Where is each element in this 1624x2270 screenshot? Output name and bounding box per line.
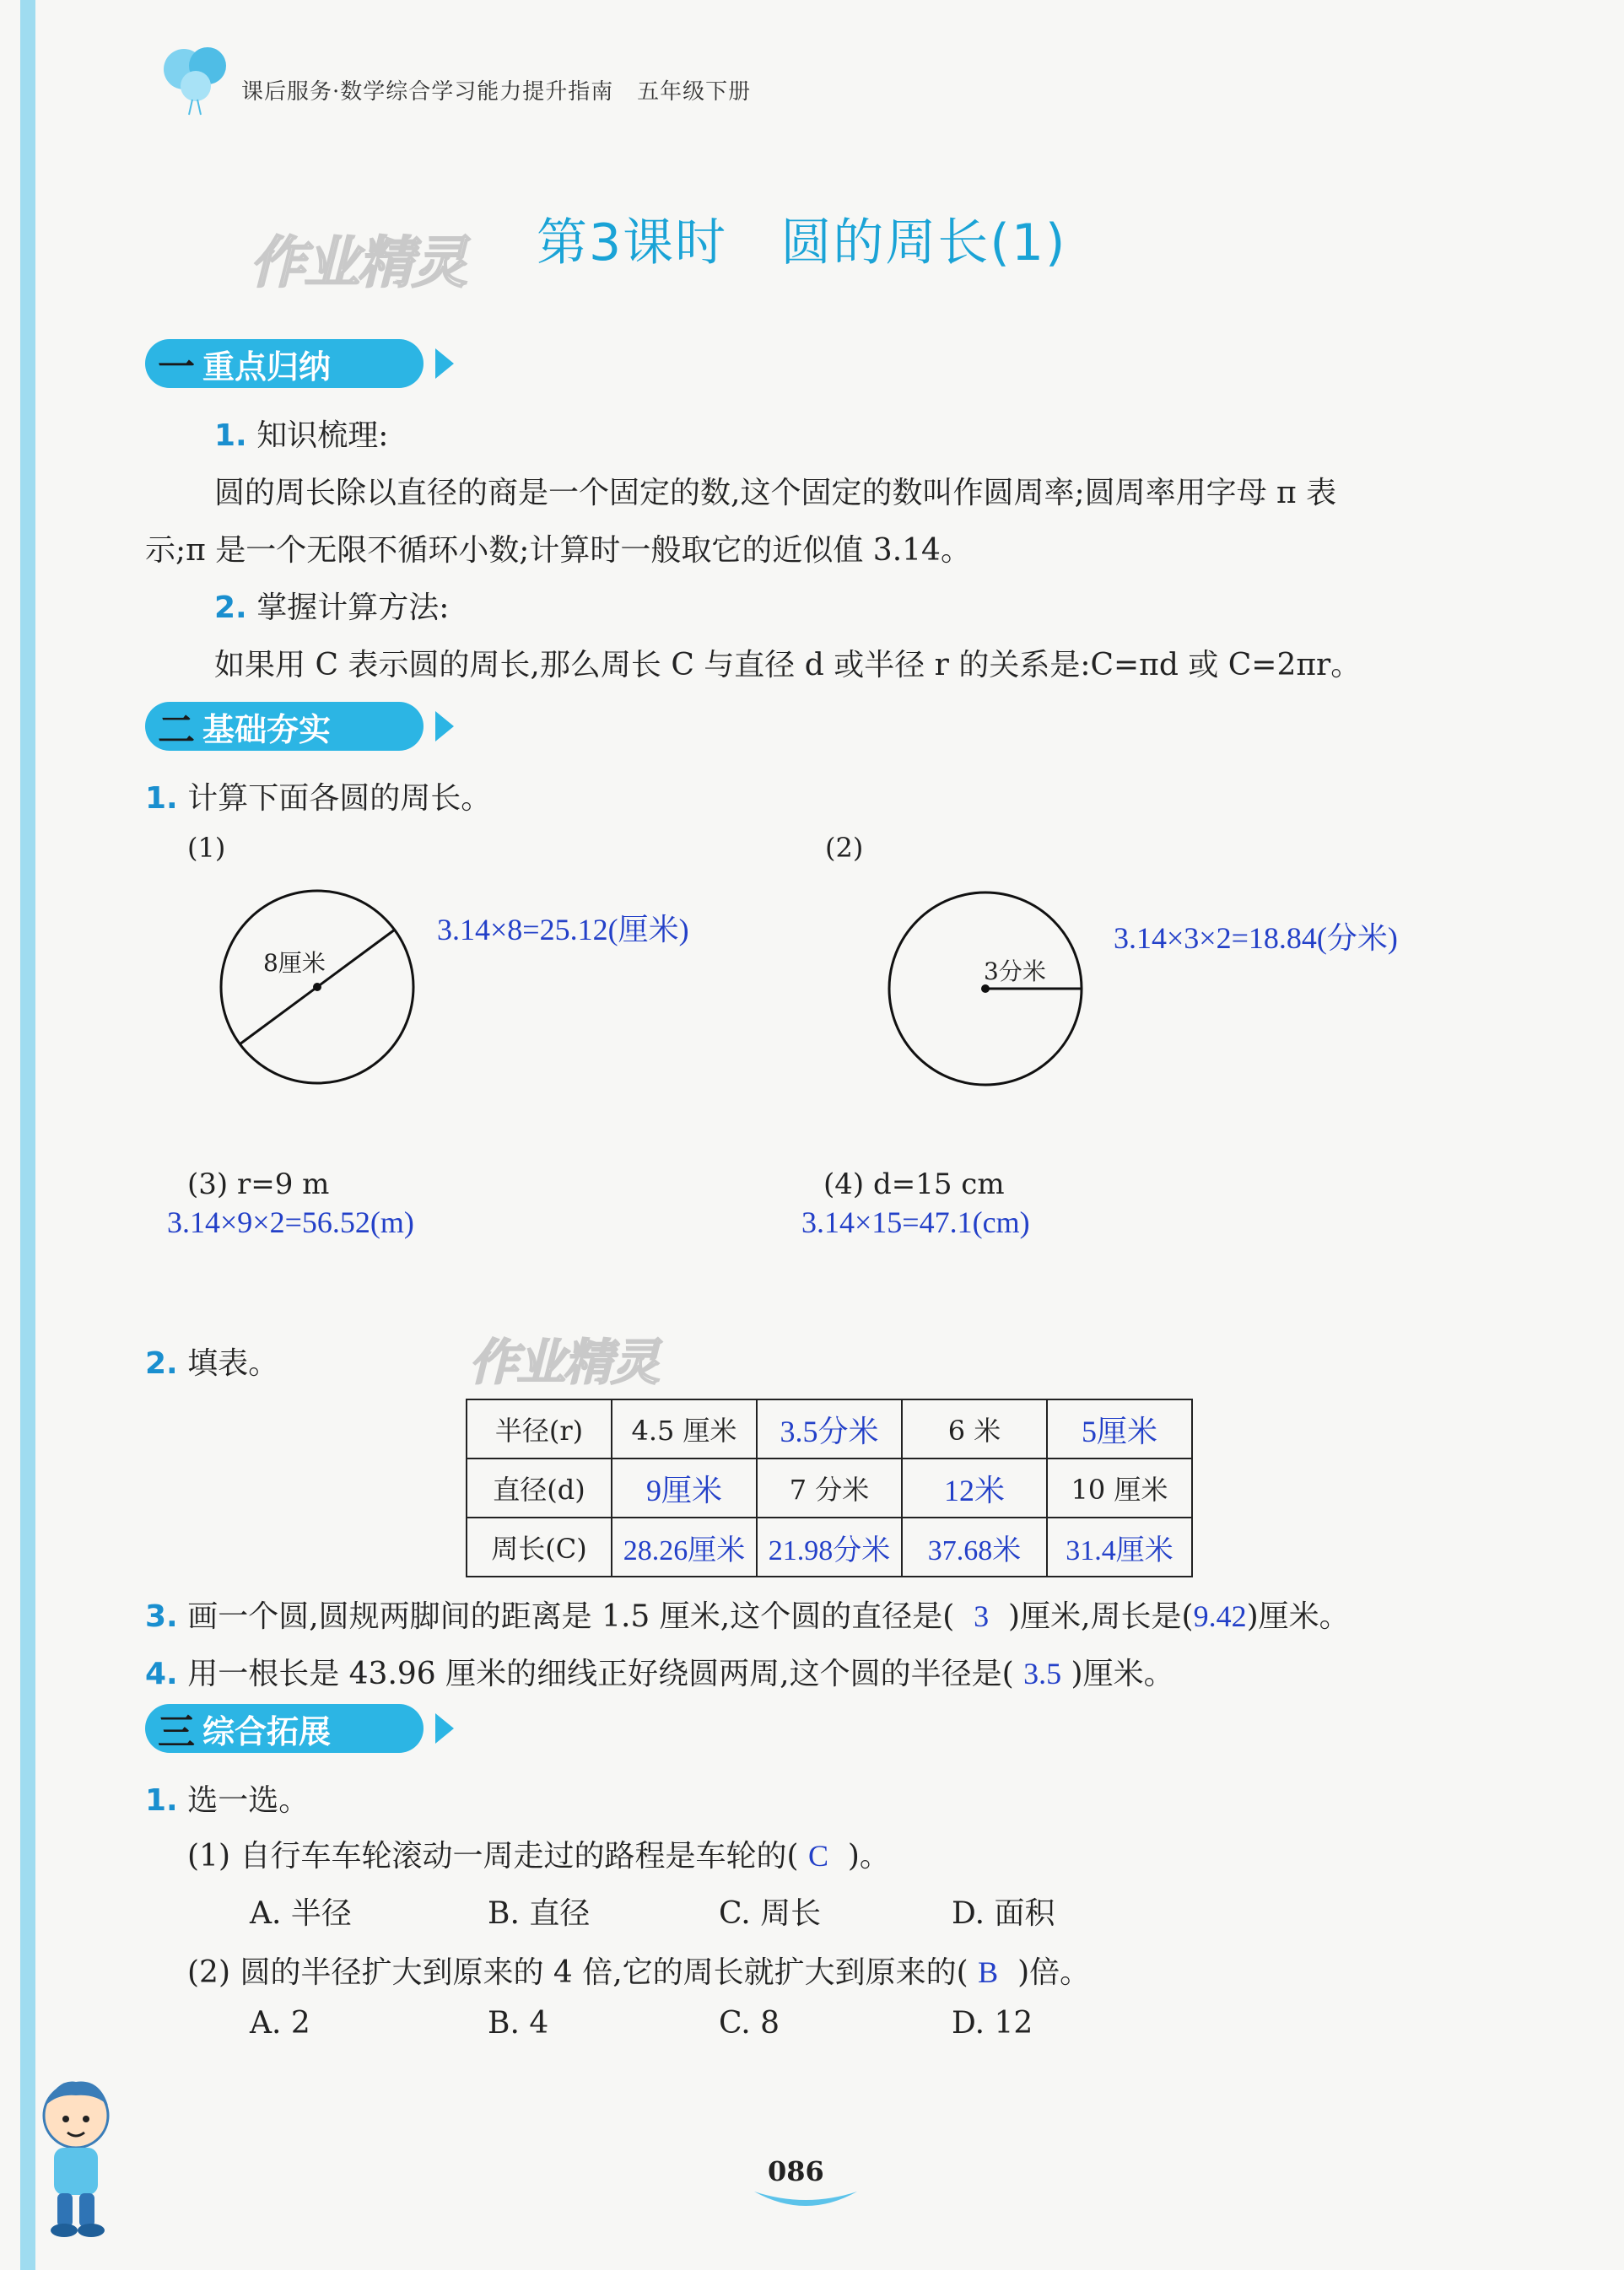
section-header-2 [145, 702, 454, 751]
page-title [537, 202, 1066, 275]
choice-2-option-c: C. 8 [719, 2006, 780, 2041]
summary-point-2: 2. 掌握计算方法: [214, 590, 450, 625]
item-3-label: (3) r=9 m [187, 1167, 330, 1201]
boy-mascot-icon [24, 2075, 125, 2244]
table-cell-answer: 37.68米 [902, 1518, 1047, 1577]
circle-1-label: (1) [187, 832, 226, 864]
choice-1-option-a: A. 半径 [250, 1896, 352, 1931]
choice-2-option-a: A. 2 [250, 2006, 310, 2041]
table-cell: 6 米 [902, 1399, 1047, 1459]
header-grade: 五年级下册 [637, 79, 752, 105]
summary-line-1: 圆的周长除以直径的商是一个固定的数,这个固定的数叫作圆周率;圆周率用字母 π 表 [214, 476, 1337, 510]
balloon-logo-icon [159, 40, 235, 118]
answer-blank: B [978, 1955, 999, 1989]
circle-1-answer: 3.14×8=25.12(厘米) [437, 913, 689, 946]
table-cell-answer: 5厘米 [1047, 1399, 1192, 1459]
table-cell: 10 厘米 [1047, 1459, 1192, 1518]
table-cell-answer: 9厘米 [612, 1459, 757, 1518]
table-cell: 直径(d) [467, 1459, 612, 1518]
summary-point-1: 1. 知识梳理: [214, 418, 389, 453]
answer-blank: C [807, 1839, 828, 1873]
section-number: 三 [158, 1711, 195, 1754]
section-header-3 [145, 1704, 454, 1753]
arrow-icon [435, 711, 454, 741]
circle-1-diameter-label: 8厘米 [263, 949, 326, 977]
circle-2-radius-label: 3分米 [984, 957, 1046, 985]
answer-blank: 3.5 [1023, 1657, 1062, 1690]
arrow-icon [435, 1713, 454, 1744]
watermark-middle: 作业精灵 [469, 1334, 659, 1391]
section-number: 一 [158, 346, 195, 389]
choice-question-2: (2) 圆的半径扩大到原来的 4 倍,它的周长就扩大到原来的( B )倍。 [187, 1955, 1091, 1990]
left-decorative-band [20, 0, 35, 2270]
section-number: 二 [158, 709, 195, 752]
section-label: 基础夯实 [202, 710, 332, 748]
table-cell-answer: 12米 [902, 1459, 1047, 1518]
summary-formula-line: 如果用 C 表示圆的周长,那么周长 C 与直径 d 或半径 r 的关系是:C=πd 或 C=2πr。 [214, 648, 1362, 682]
choice-question-1: (1) 自行车车轮滚动一周走过的路程是车轮的( C )。 [187, 1839, 890, 1874]
question-1: 1. 计算下面各圆的周长。 [145, 781, 492, 816]
page-number: 086 [768, 2155, 824, 2187]
table-cell-answer: 21.98分米 [757, 1518, 902, 1577]
answer-blank: 9.42 [1193, 1599, 1247, 1633]
header-series: 课后服务·数学综合学习能力提升指南 [241, 79, 614, 105]
question-3: 3. 画一个圆,圆规两脚间的距离是 1.5 厘米,这个圆的直径是( 3 )厘米,周长是(9.42)厘米。 [145, 1599, 1350, 1634]
circle-2-answer: 3.14×3×2=18.84(分米) [1114, 921, 1398, 955]
answer-blank: 3 [974, 1599, 990, 1633]
table-cell-answer: 31.4厘米 [1047, 1518, 1192, 1577]
lesson-topic: 圆的周长(1) [780, 213, 1067, 272]
header [241, 74, 751, 105]
item-4-answer: 3.14×15=47.1(cm) [801, 1205, 1030, 1239]
circle-measurement-table [466, 1399, 1193, 1577]
lesson-number: 第3课时 [537, 213, 728, 272]
item-4-label: (4) d=15 cm [823, 1167, 1005, 1201]
arrow-icon [435, 348, 454, 379]
circle-2-label: (2) [825, 832, 864, 864]
choice-1-option-d: D. 面积 [952, 1896, 1055, 1931]
question-2: 2. 填表。 [145, 1346, 279, 1381]
choice-2-option-d: D. 12 [952, 2006, 1033, 2041]
choice-1-option-b: B. 直径 [488, 1896, 591, 1931]
section-label: 综合拓展 [202, 1712, 332, 1750]
section-label: 重点归纳 [202, 348, 332, 386]
table-cell: 周长(C) [467, 1518, 612, 1577]
table-cell-answer: 28.26厘米 [612, 1518, 757, 1577]
choice-1-option-c: C. 周长 [719, 1896, 822, 1931]
circle-1-diagram [218, 886, 417, 1088]
table-cell: 4.5 厘米 [612, 1399, 757, 1459]
section-header-1 [145, 339, 454, 388]
table-row [467, 1459, 1192, 1518]
summary-line-2: 示;π 是一个无限不循环小数;计算时一般取它的近似值 3.14。 [145, 533, 971, 568]
table-cell: 7 分米 [757, 1459, 902, 1518]
choice-2-option-b: B. 4 [488, 2006, 549, 2041]
table-row [467, 1518, 1192, 1577]
watermark-top: 作业精灵 [250, 230, 466, 295]
table-cell-answer: 3.5分米 [757, 1399, 902, 1459]
extension-question-1: 1. 选一选。 [145, 1783, 310, 1818]
table-cell: 半径(r) [467, 1399, 612, 1459]
table-row [467, 1399, 1192, 1459]
circle-2-diagram [886, 887, 1085, 1090]
page-number-ribbon-icon [751, 2186, 861, 2215]
item-3-answer: 3.14×9×2=56.52(m) [167, 1205, 414, 1239]
question-4: 4. 用一根长是 43.96 厘米的细线正好绕圆两周,这个圆的半径是( 3.5 )厘米。 [145, 1657, 1174, 1691]
